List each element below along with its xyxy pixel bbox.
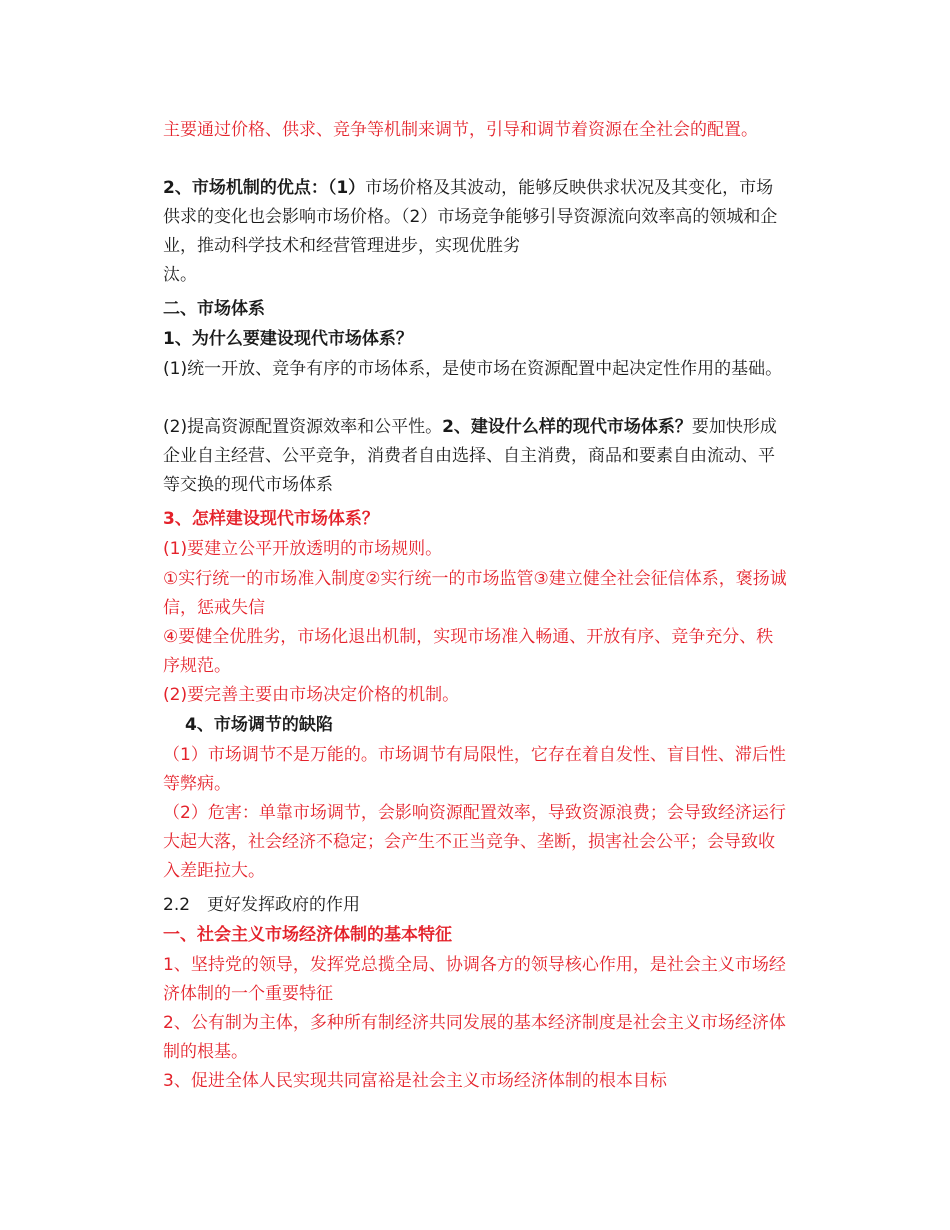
paragraph-market-regulation: 主要通过价格、供求、竞争等机制来调节，引导和调节着资源在全社会的配置。 [163,120,758,140]
answer-how-exit-mechanism: ④要健全优胜劣，市场化退出机制，实现市场准入畅通、开放有序、竞争充分、秩序规范。 [163,627,774,676]
answer-why-1: (1)统一开放、竞争有序的市场体系，是使市场在资源配置中起决定性作用的基础。 [163,359,783,379]
answer-how-measures: ①实行统一的市场准入制度②实行统一的市场监管③建立健全社会征信体系，褒扬诚信，惩戒失信 [163,569,787,618]
question-why-modern-market-system: 1、为什么要建设现代市场体系？ [163,329,413,349]
feature-2: 2、公有制为主体，多种所有制经济共同发展的基本经济制度是社会主义市场经济体制的根基。 [163,1013,786,1062]
paragraph-market-mechanism-advantages [163,174,787,290]
feature-1: 1、坚持党的领导，发挥党总揽全局、协调各方的领导核心作用，是社会主义市场经济体制的一个重要特征 [163,955,786,1004]
advantages-body: 市场价格及其波动，能够反映供求状况及其变化，市场供求的变化也会影响市场价格。（2）市场竞争能够引导资源流向效率高的领城和企业，推动科学技术和经营管理进步，实现优胜劣 [163,178,778,256]
heading-market-regulation-defects: 4、市场调节的缺陷 [185,715,333,735]
feature-3: 3、促进全体人民实现共同富裕是社会主义市场经济体制的根本目标 [163,1071,667,1091]
defect-2-harms: （2）危害：单靠市场调节，会影响资源配置效率，导致资源浪费；会导致经济运行大起大落，社会经济不稳定；会产生不正当竞争、垄断，损害社会公平；会导致收入差距拉大。 [163,803,786,881]
section-heading-2-2: 2.2 更好发挥政府的作用 [163,895,361,915]
answer-why-2-and-question-what [163,413,787,500]
answer-why-2: (2)提高资源配置资源效率和公平性。 [163,417,443,437]
answer-what: 要加快形成企业自主经营、公平竞争，消费者自由选择、自主消费，商品和要素自由流动、平等交换的现代市场体系 [163,417,777,495]
advantages-tail: 汰。 [163,265,197,285]
heading-socialist-market-economy-features: 一、社会主义市场经济体制的基本特征 [163,925,452,945]
question-what-modern-market-system: 2、建设什么样的现代市场体系？ [442,417,692,437]
answer-how-1: (1)要建立公平开放透明的市场规则。 [163,539,443,559]
advantages-heading: 2、市场机制的优点：（1） [163,178,366,198]
answer-how-2: (2)要完善主要由市场决定价格的机制。 [163,685,460,705]
heading-market-system: 二、市场体系 [163,299,265,319]
defect-1: （1）市场调节不是万能的。市场调节有局限性，它存在着自发性、盲目性、滞后性等弊病。 [163,745,786,794]
question-how-modern-market-system: 3、怎样建设现代市场体系？ [163,509,379,529]
